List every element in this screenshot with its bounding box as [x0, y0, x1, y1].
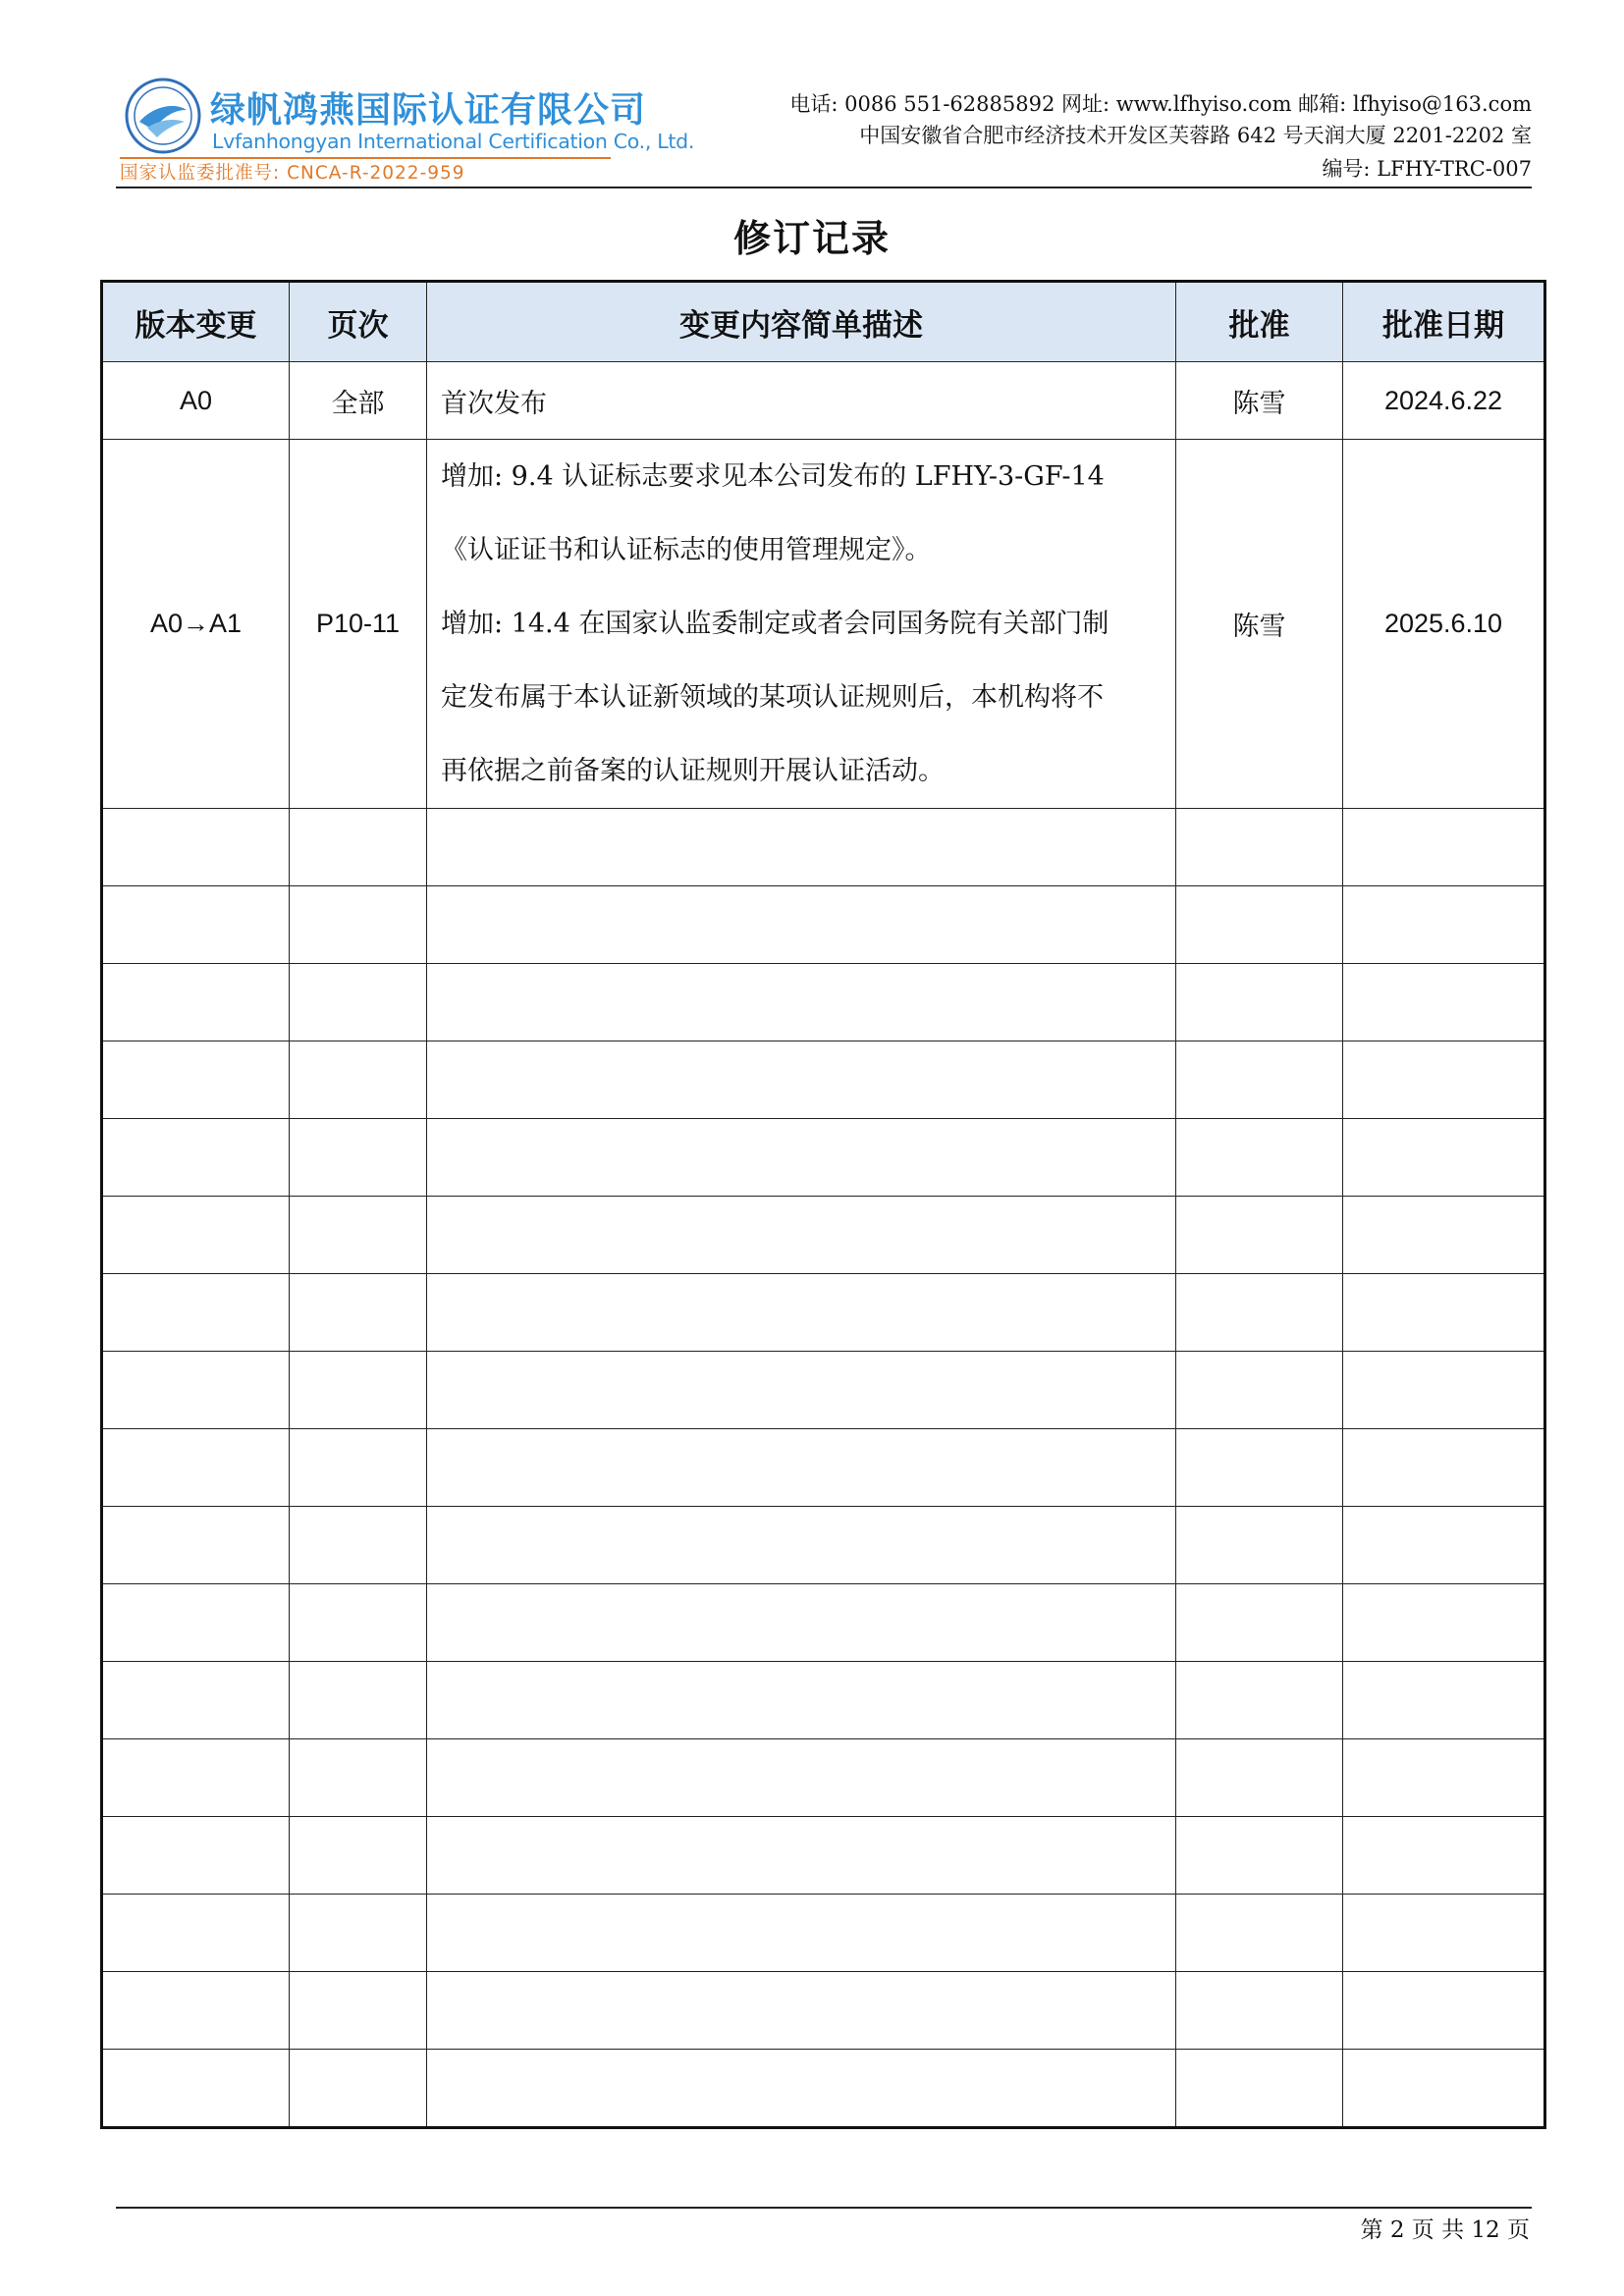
empty-cell [1343, 964, 1545, 1041]
description-cell: 首次发布 [427, 362, 1176, 440]
header-date: 批准日期 [1343, 282, 1545, 362]
empty-cell [1176, 1041, 1343, 1119]
description-cell [427, 440, 1176, 809]
empty-cell [102, 1274, 290, 1352]
footer-divider [116, 2207, 1532, 2209]
empty-cell [102, 1119, 290, 1197]
empty-cell [1343, 1352, 1545, 1429]
date-cell: 2025.6.10 [1343, 440, 1545, 809]
address-line: 中国安徽省合肥市经济技术开发区芙蓉路 642 号天润大厦 2201-2202 室 [859, 124, 1532, 147]
description-line: 《认证证书和认证标志的使用管理规定》。 [441, 535, 932, 565]
empty-cell [1176, 1739, 1343, 1817]
empty-table-row [102, 1274, 1545, 1352]
empty-cell [290, 886, 427, 964]
empty-cell [290, 1352, 427, 1429]
empty-cell [1176, 1119, 1343, 1197]
empty-cell [427, 1895, 1176, 1972]
empty-cell [290, 1041, 427, 1119]
revision-table [100, 280, 1546, 2129]
empty-table-row [102, 1739, 1545, 1817]
empty-cell [427, 1352, 1176, 1429]
empty-cell [1343, 1739, 1545, 1817]
version-cell: A0→A1 [102, 440, 290, 809]
empty-cell [290, 1662, 427, 1739]
empty-table-row [102, 1662, 1545, 1739]
empty-table-row [102, 1895, 1545, 1972]
empty-cell [290, 1584, 427, 1662]
empty-cell [1176, 886, 1343, 964]
empty-cell [1176, 2050, 1343, 2128]
empty-cell [1343, 2050, 1545, 2128]
empty-cell [1176, 1352, 1343, 1429]
empty-cell [427, 886, 1176, 964]
empty-table-row [102, 2050, 1545, 2128]
empty-cell [1343, 1895, 1545, 1972]
empty-cell [1343, 886, 1545, 964]
empty-cell [1343, 1119, 1545, 1197]
empty-table-row [102, 1817, 1545, 1895]
document-header [116, 65, 1532, 188]
description-line: 再依据之前备案的认证规则开展认证活动。 [441, 756, 945, 786]
empty-cell [1176, 809, 1343, 886]
approval-number: 国家认监委批准号: CNCA-R-2022-959 [120, 163, 465, 184]
empty-cell [427, 964, 1176, 1041]
empty-cell [1176, 1895, 1343, 1972]
empty-cell [290, 1739, 427, 1817]
empty-cell [427, 1739, 1176, 1817]
empty-cell [290, 1429, 427, 1507]
company-name-en: Lvfanhongyan International Certification Co., Ltd. [212, 130, 695, 153]
empty-cell [102, 1739, 290, 1817]
empty-cell [1176, 1584, 1343, 1662]
empty-cell [1176, 1817, 1343, 1895]
description-line: 增加: 14.4 在国家认监委制定或者会同国务院有关部门制 [441, 609, 1110, 639]
empty-cell [1343, 809, 1545, 886]
empty-cell [427, 1429, 1176, 1507]
empty-cell [102, 1041, 290, 1119]
date-cell: 2024.6.22 [1343, 362, 1545, 440]
empty-table-row [102, 886, 1545, 964]
description-line: 定发布属于本认证新领域的某项认证规则后，本机构将不 [441, 682, 1104, 713]
empty-cell [427, 2050, 1176, 2128]
empty-cell [290, 809, 427, 886]
empty-table-row [102, 1507, 1545, 1584]
version-cell: A0 [102, 362, 290, 440]
empty-cell [427, 809, 1176, 886]
empty-cell [1343, 1817, 1545, 1895]
empty-cell [290, 1895, 427, 1972]
table-row [102, 440, 1545, 809]
empty-cell [1343, 1507, 1545, 1584]
table-row [102, 362, 1545, 440]
empty-cell [290, 964, 427, 1041]
empty-cell [1343, 1041, 1545, 1119]
empty-cell [1343, 1274, 1545, 1352]
empty-cell [427, 1507, 1176, 1584]
empty-cell [290, 1197, 427, 1274]
empty-cell [1176, 1429, 1343, 1507]
approver-cell: 陈雪 [1176, 440, 1343, 809]
empty-cell [1176, 1507, 1343, 1584]
empty-cell [1176, 1972, 1343, 2050]
page-title: 修订记录 [732, 217, 891, 260]
empty-cell [290, 1507, 427, 1584]
empty-cell [102, 1895, 290, 1972]
document-number: 编号: LFHY-TRC-007 [1322, 157, 1532, 181]
company-logo-icon [124, 77, 202, 155]
header-description: 变更内容简单描述 [427, 282, 1176, 362]
empty-cell [427, 1662, 1176, 1739]
empty-cell [290, 2050, 427, 2128]
page-cell: 全部 [290, 362, 427, 440]
empty-cell [427, 1972, 1176, 2050]
table-header-row [102, 282, 1545, 362]
empty-table-row [102, 1041, 1545, 1119]
page-cell: P10-11 [290, 440, 427, 809]
empty-cell [427, 1817, 1176, 1895]
empty-cell [1176, 1274, 1343, 1352]
empty-table-row [102, 1584, 1545, 1662]
empty-table-row [102, 964, 1545, 1041]
empty-cell [290, 1972, 427, 2050]
empty-cell [1343, 1197, 1545, 1274]
empty-cell [290, 1817, 427, 1895]
empty-cell [1343, 1972, 1545, 2050]
empty-cell [1343, 1429, 1545, 1507]
empty-cell [427, 1584, 1176, 1662]
contact-line: 电话: 0086 551-62885892 网址: www.lfhyiso.com 邮箱: lfhyiso@163.com [789, 92, 1532, 116]
empty-cell [290, 1119, 427, 1197]
empty-cell [102, 1507, 290, 1584]
empty-cell [102, 2050, 290, 2128]
empty-table-row [102, 1352, 1545, 1429]
empty-cell [427, 1041, 1176, 1119]
empty-cell [427, 1197, 1176, 1274]
empty-table-row [102, 809, 1545, 886]
empty-cell [102, 809, 290, 886]
empty-table-row [102, 1972, 1545, 2050]
empty-cell [102, 964, 290, 1041]
empty-cell [1176, 1197, 1343, 1274]
approver-cell: 陈雪 [1176, 362, 1343, 440]
empty-table-row [102, 1429, 1545, 1507]
description-line: 增加: 9.4 认证标志要求见本公司发布的 LFHY-3-GF-14 [441, 461, 1105, 492]
empty-cell [427, 1274, 1176, 1352]
empty-cell [102, 1584, 290, 1662]
empty-cell [102, 1817, 290, 1895]
empty-cell [102, 1972, 290, 2050]
empty-table-row [102, 1197, 1545, 1274]
empty-cell [102, 886, 290, 964]
empty-table-row [102, 1119, 1545, 1197]
empty-cell [290, 1274, 427, 1352]
empty-cell [102, 1429, 290, 1507]
empty-cell [102, 1662, 290, 1739]
header-approver: 批准 [1176, 282, 1343, 362]
company-name-cn: 绿帆鸿燕国际认证有限公司 [210, 90, 647, 131]
header-version: 版本变更 [102, 282, 290, 362]
page-number: 第 2 页 共 12 页 [1360, 2217, 1530, 2243]
empty-cell [1176, 964, 1343, 1041]
empty-cell [1343, 1584, 1545, 1662]
empty-cell [427, 1119, 1176, 1197]
empty-cell [102, 1197, 290, 1274]
empty-cell [1343, 1662, 1545, 1739]
header-page: 页次 [290, 282, 427, 362]
empty-cell [1176, 1662, 1343, 1739]
empty-cell [102, 1352, 290, 1429]
